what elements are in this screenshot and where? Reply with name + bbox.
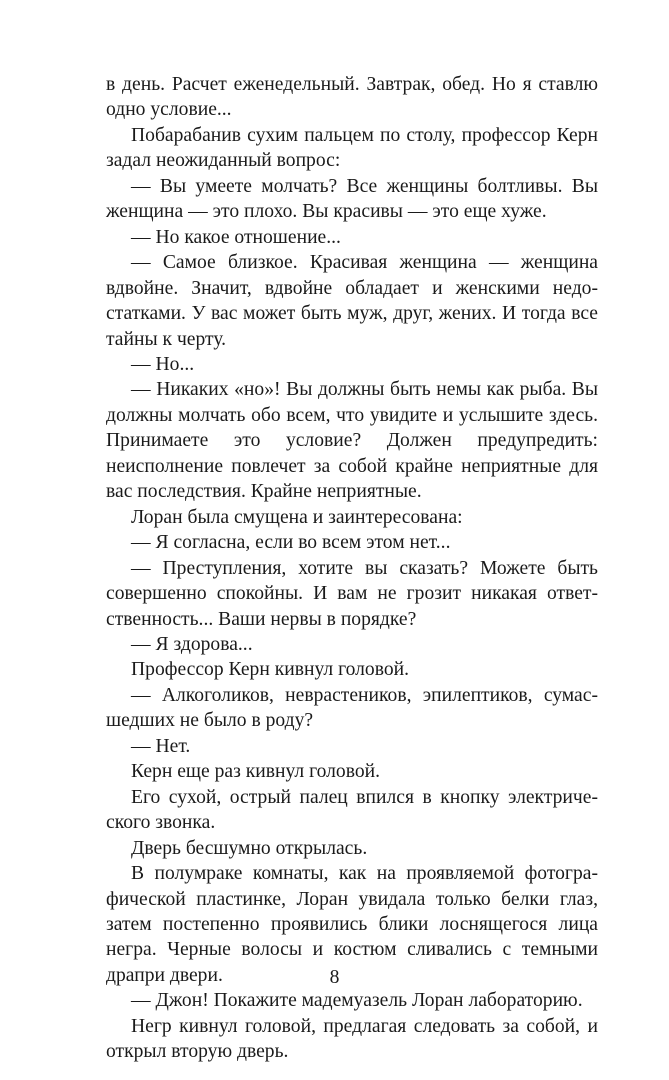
- page-body-text: [106, 72, 598, 1065]
- paragraph: — Но...: [131, 353, 195, 375]
- paragraph: — Я здорова...: [131, 633, 253, 655]
- page-number: 8: [329, 967, 340, 988]
- paragraph: — Алкоголиков, неврастеников, эпилептиков, сумасшедших не было в роду?: [106, 684, 598, 732]
- paragraph: Его сухой, острый палец впился в кнопку электрического звонка.: [106, 786, 598, 834]
- paragraph: в день. Расчет еженедельный. Завтрак, обед. Но я ставлю одно условие...: [106, 74, 598, 121]
- paragraph: — Нет.: [131, 735, 191, 757]
- paragraph: В полумраке комнаты, как на проявляемой фотографической пластинке, Лоран увидала только белки глаз, затем постепенно проявились блики лоснящегося лица негра. Черные волосы и костюм сливались с темными драпри двери.: [106, 863, 598, 986]
- paragraph: Профессор Керн кивнул головой.: [131, 659, 410, 681]
- paragraph: — Джон! Покажите мадемуазель Лоран лабораторию.: [131, 990, 583, 1012]
- paragraph: Побарабанив сухим пальцем по столу, профессор Керн задал неожиданный вопрос:: [106, 124, 598, 172]
- paragraph: — Никаких «но»! Вы должны быть немы как рыба. Вы должны молчать обо всем, что увидите и услышите здесь. Принимаете это условие? Должен предупредить: неисполнение повлечет за собой крайне неприятные для вас последствия. Крайне неприятные.: [106, 379, 598, 503]
- paragraph: — Я согласна, если во всем этом нет...: [131, 532, 451, 554]
- paragraph: — Преступления, хотите вы сказать? Можете быть совершенно спокойны. И вам не грозит никакая ответственность... Ваши нервы в порядке?: [106, 557, 598, 630]
- paragraph: — Вы умеете молчать? Все женщины болтливы. Вы женщина — это плохо. Вы красивы — это еще хуже.: [106, 175, 598, 223]
- paragraph: — Но какое отношение...: [131, 226, 341, 248]
- paragraph: Керн еще раз кивнул головой.: [131, 761, 381, 783]
- paragraph: Лоран была смущена и заинтересована:: [131, 506, 463, 528]
- paragraph: Дверь бесшумно открылась.: [131, 837, 368, 859]
- paragraph: Негр кивнул головой, предлагая следовать за собой, и открыл вторую дверь.: [106, 1015, 598, 1063]
- paragraph: — Самое близкое. Красивая женщина — женщина вдвойне. Значит, вдвойне обладает и женскими недостатками. У вас может быть муж, друг, жених. И тогда все тайны к черту.: [106, 252, 598, 350]
